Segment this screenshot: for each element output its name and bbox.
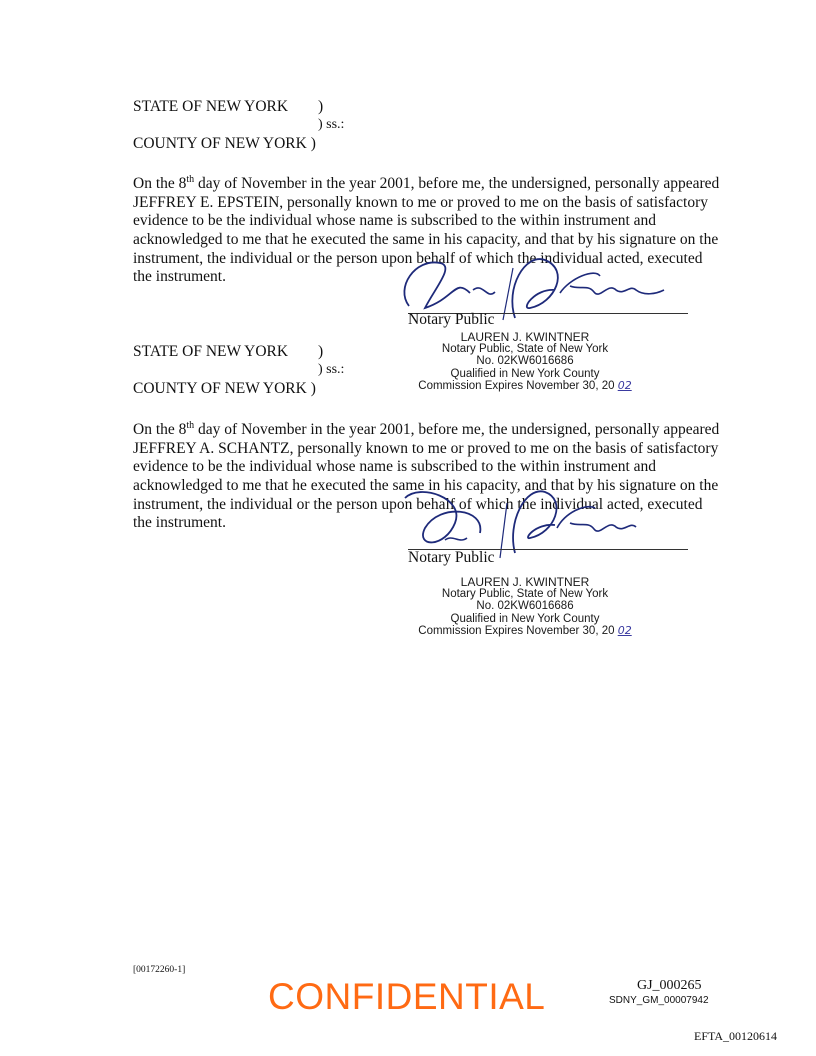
stamp-name: LAUREN J. KWINTNER <box>460 330 590 344</box>
notary-stamp-2 <box>395 576 655 637</box>
handwritten-year: 02 <box>617 623 632 637</box>
acknowledgment-paragraph-1: On the 8th day of November in the year 2001, before me, the undersigned, personally appeared JEFFREY E. EPSTEIN, personally known to me or proved to me on the basis of satisfactory evidence to be the individual whose name is subscribed to the within instrument and acknowledged to me that he executed the same in his capacity, and that by his signature on the instrument, the individual or the person upon behalf of which the individual acted, executed the instrument. <box>133 174 720 286</box>
stamp-line: No. 02KW6016686 <box>476 355 574 368</box>
notary-public-label-1: Notary Public <box>408 311 495 328</box>
venue-state-2: STATE OF NEW YORK <box>133 343 289 360</box>
stamp-line: Commission Expires November 30, 20 02 <box>418 623 632 637</box>
stamp-line: Qualified in New York County <box>450 612 600 625</box>
venue-paren-2: ) <box>318 343 324 360</box>
venue-county-2: COUNTY OF NEW YORK ) <box>133 380 316 397</box>
stamp-line: Notary Public, State of New York <box>441 588 609 601</box>
notary-public-label-2: Notary Public <box>408 549 495 566</box>
efta-number: EFTA_00120614 <box>694 1029 778 1043</box>
document-reference: [00172260-1] <box>133 965 186 975</box>
venue-ss-2: ) ss.: <box>318 362 345 377</box>
venue-ss-1: ) ss.: <box>318 117 345 132</box>
confidential-watermark: CONFIDENTIAL <box>268 976 546 1017</box>
handwritten-year: 02 <box>617 378 632 392</box>
gj-bates-number: GJ_000265 <box>637 978 702 993</box>
acknowledgment-paragraph-2: On the 8th day of November in the year 2001, before me, the undersigned, personally appeared JEFFREY A. SCHANTZ, personally known to me or proved to me on the basis of satisfactory evidence to be the individual whose name is subscribed to the within instrument and acknowledged to me that he executed the same in his capacity, and that by his signature on the instrument, the individual or the person upon behalf of which the individual acted, executed the instrument. <box>133 420 720 532</box>
stamp-line: No. 02KW6016686 <box>476 600 574 613</box>
venue-county-1: COUNTY OF NEW YORK ) <box>133 135 316 152</box>
notary-stamp-1 <box>395 331 655 392</box>
venue-state-1: STATE OF NEW YORK <box>133 98 289 115</box>
stamp-line: Qualified in New York County <box>450 367 600 380</box>
stamp-line: Commission Expires November 30, 20 02 <box>418 378 632 392</box>
sdny-bates-number: SDNY_GM_00007942 <box>609 995 709 1006</box>
venue-paren-1: ) <box>318 98 324 115</box>
stamp-name: LAUREN J. KWINTNER <box>460 575 590 589</box>
stamp-line: Notary Public, State of New York <box>441 343 609 356</box>
